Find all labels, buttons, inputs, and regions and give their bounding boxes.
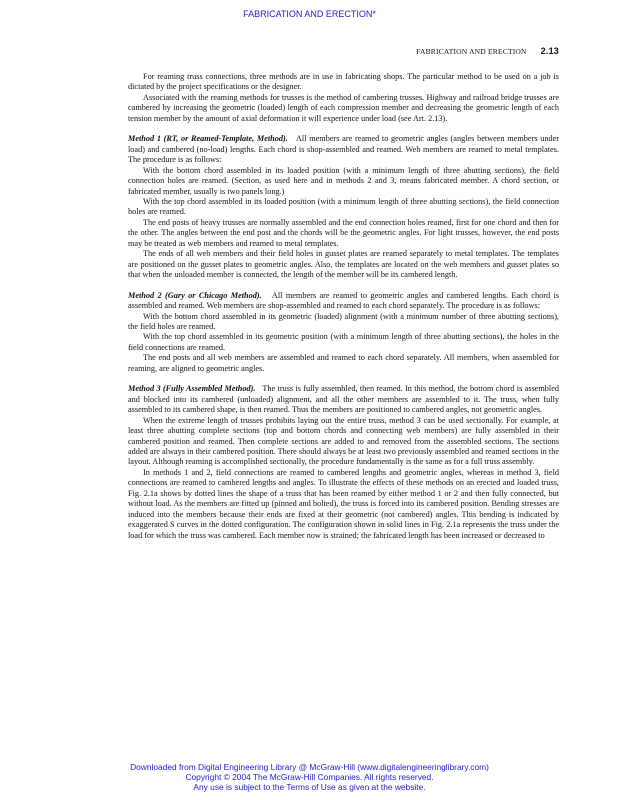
running-head-section: FABRICATION AND ERECTION (416, 47, 527, 56)
footer-terms-line[interactable]: Any use is subject to the Terms of Use as given at the website. (193, 782, 426, 793)
method-1-heading: Method 1 (RT, or Reamed-Template, Method). (128, 134, 288, 144)
page-number: 2.13 (540, 46, 559, 56)
method-1-lead: All members are reamed to geometric angles (angles between members under load) and cambered (no-load) lengths. Each chord is shop-assembled and reamed. Web members are reamed to metal templates. The procedure is as follows: (128, 134, 559, 165)
paragraph: With the bottom chord assembled in its loaded position (with a minimum length of three abutting sections), the field connection holes are reamed. (Section, as used here and in methods 2 and 3, means fabricated member. A chord section, or fabricated member, usually is two panels long.) (128, 165, 559, 196)
footer-copyright-line: Copyright © 2004 The McGraw-Hill Companies. All rights reserved. (185, 772, 434, 783)
paragraph: Associated with the reaming methods for trusses is the method of cambering trusses. Highway and railroad bridge trusses are cambered by increasing the geometric (loaded) length of each compression member and decreasing the geometric length of each tension member by the amount of axial deformation it will experience under load (see Art. 2.13). (128, 92, 559, 123)
paragraph: The ends of all web members and their field holes in gusset plates are reamed separately to metal templates. The templates are positioned on the gusset plates to geometric angles. Also, the templates are located on the web members and gusset plates so that when the unloaded member is connected, the length of the member will be its cambered length. (128, 249, 559, 280)
method-3-lead: The truss is fully assembled, then reamed. In this method, the bottom chord is assembled and blocked into its cambered (unloaded) alignment, and all the other members are assembled to it. The truss, when fully assembled to its cambered shape, is then reamed. Thus the members are positioned to cambered angles, not geometric angles. (128, 384, 559, 415)
method-3-paragraph (128, 384, 559, 415)
footer-download-line[interactable]: Downloaded from Digital Engineering Library @ McGraw-Hill (www.digitalengineeringlibrary.com) (130, 762, 489, 772)
paragraph: For reaming truss connections, three methods are in use in fabricating shops. The particular method to be used on a job is dictated by the project specifications or the designer. (128, 72, 559, 92)
paragraph: In methods 1 and 2, field connections are reamed to cambered lengths and geometric angles, whereas in method 3, field connections are reamed to cambered lengths and angles. To illustrate the effects of these methods on an erected and loaded truss, Fig. 2.1a shows by dotted lines the shape of a truss that has been reamed by either method 1 or 2 and then fully connected, but without load. As the members are fitted up (pinned and bolted), the truss is forced into its cambered position. Bending stresses are induced into the members because their ends are fixed at their geometric (not cambered) angles. This bending is indicated by exaggerated S curves in the dotted configuration. The configuration shown in solid lines in Fig. 2.1a represents the truss under the load for which the truss was cambered. Each member now is strained; the fabricated length has been increased or decreased to (128, 467, 559, 540)
paragraph: The end posts of heavy trusses are normally assembled and the end connection holes reamed, first for one chord and then for the other. The angles between the end post and the chords will be the geometric angles. For light trusses, however, the end posts may be treated as web members and reamed to metal templates. (128, 217, 559, 248)
page-body (128, 72, 559, 541)
running-head (416, 46, 559, 56)
paragraph: The end posts and all web members are assembled and reamed to each chord separately. All members, when assembled for reaming, are aligned to geometric angles. (128, 353, 559, 373)
method-2-paragraph (128, 291, 559, 312)
paragraph: With the top chord assembled in its geometric position (with a minimum length of three abutting sections), the holes in the field connections are reamed. (128, 332, 559, 352)
method-2-heading: Method 2 (Gary or Chicago Method). (128, 290, 262, 300)
download-footer (0, 762, 619, 793)
paragraph: When the extreme length of trusses prohibits laying out the entire truss, method 3 can be used sectionally. For example, at least three abutting complete sections (top and bottom chords and connecting web members) are fully assembled in their cambered position and reamed. Then complete sections are added to and removed from the assembled sections. The sections added are always in their cambered position. There should always be at least two previously assembled and reamed sections in the layout. Although reaming is accomplished sectionally, the procedure fundamentally is the same as for a full truss assembly. (128, 415, 559, 467)
method-1-paragraph (128, 134, 559, 165)
chapter-banner: FABRICATION AND ERECTION* (243, 9, 376, 19)
paragraph: With the top chord assembled in its loaded position (with a minimum length of three abutting sections), the field connection holes are reamed. (128, 196, 559, 217)
method-2-lead: All members are reamed to geometric angles and cambered lengths. Each chord is assembled and reamed. Web members are shop-assembled and reamed to each chord separately. The procedure is as follows: (128, 290, 559, 311)
paragraph: With the bottom chord assembled in its geometric (loaded) alignment (with a minimum number of three abutting sections), the field holes are reamed. (128, 311, 559, 331)
method-3-heading: Method 3 (Fully Assembled Method). (128, 384, 256, 394)
